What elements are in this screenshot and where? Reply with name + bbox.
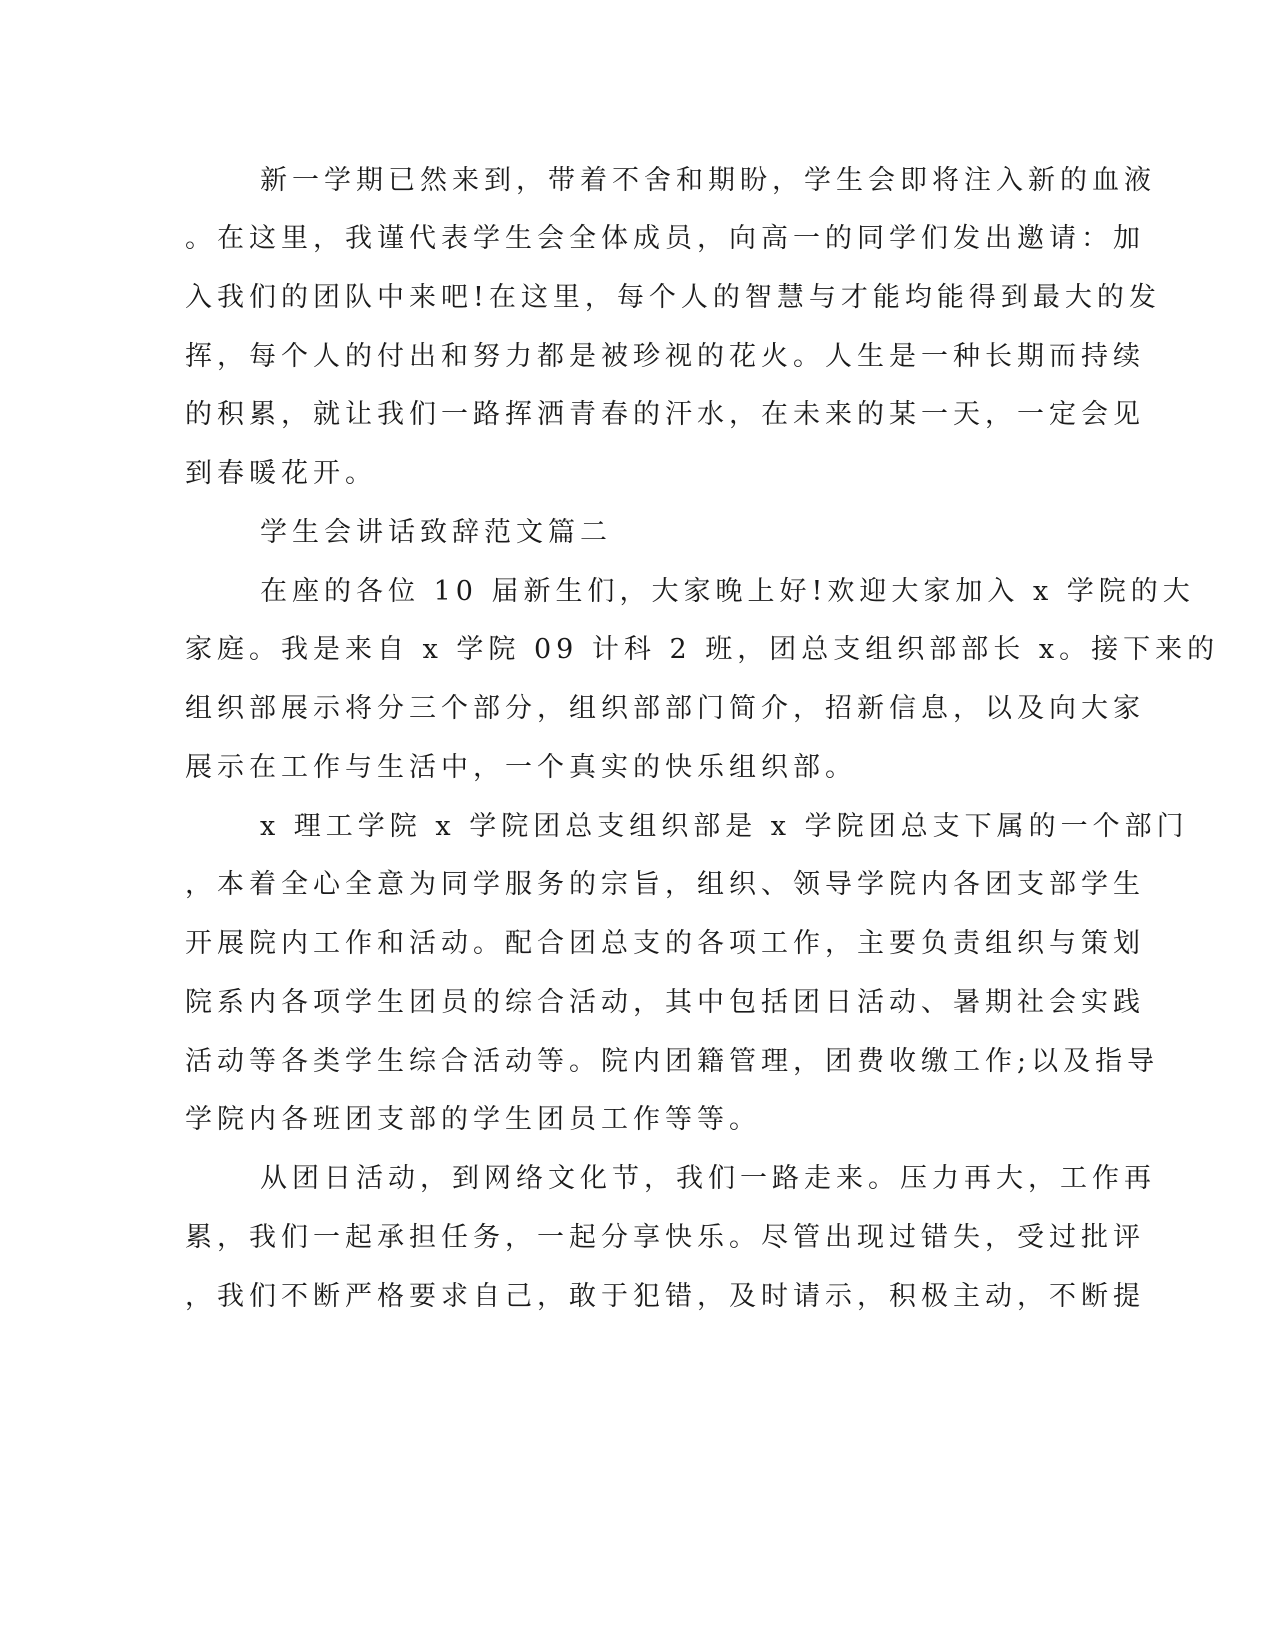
paragraph-3-line-6: 学院内各班团支部的学生团员工作等等。 [185,1104,761,1135]
paragraph-3-line-5: 活动等各类学生综合活动等。院内团籍管理，团费收缴工作;以及指导 [185,1046,1160,1077]
paragraph-3-line-3: 开展院内工作和活动。配合团总支的各项工作，主要负责组织与策划 [185,928,1145,959]
section-heading: 学生会讲话致辞范文篇二 [260,517,612,548]
paragraph-2-line-1: 在座的各位 10 届新生们，大家晚上好!欢迎大家加入 x 学院的大 [260,576,1195,607]
paragraph-1-line-5: 的积累，就让我们一路挥洒青春的汗水，在未来的某一天，一定会见 [185,399,1145,430]
paragraph-2-line-3: 组织部展示将分三个部分，组织部部门简介，招新信息，以及向大家 [185,693,1145,724]
paragraph-4-line-1: 从团日活动，到网络文化节，我们一路走来。压力再大，工作再 [260,1163,1156,1194]
paragraph-3-line-2: ，本着全心全意为同学服务的宗旨，组织、领导学院内各团支部学生 [185,869,1145,900]
paragraph-2-line-2: 家庭。我是来自 x 学院 09 计科 2 班，团总支组织部部长 x。接下来的 [185,634,1220,665]
paragraph-1-line-2: 。在这里，我谨代表学生会全体成员，向高一的同学们发出邀请：加 [185,223,1145,254]
paragraph-2-line-4: 展示在工作与生活中，一个真实的快乐组织部。 [185,752,857,783]
paragraph-4-line-3: ，我们不断严格要求自己，敢于犯错，及时请示，积极主动，不断提 [185,1281,1145,1312]
paragraph-1-line-6: 到春暖花开。 [185,458,377,489]
paragraph-1-line-3: 入我们的团队中来吧!在这里，每个人的智慧与才能均能得到最大的发 [185,282,1161,313]
paragraph-3-line-4: 院系内各项学生团员的综合活动，其中包括团日活动、暑期社会实践 [185,987,1145,1018]
paragraph-3-line-1: x 理工学院 x 学院团总支组织部是 x 学院团总支下属的一个部门 [260,811,1189,842]
paragraph-1-line-1: 新一学期已然来到，带着不舍和期盼，学生会即将注入新的血液 [260,165,1156,196]
paragraph-1-line-4: 挥，每个人的付出和努力都是被珍视的花火。人生是一种长期而持续 [185,341,1145,372]
paragraph-4-line-2: 累，我们一起承担任务，一起分享快乐。尽管出现过错失，受过批评 [185,1222,1145,1253]
